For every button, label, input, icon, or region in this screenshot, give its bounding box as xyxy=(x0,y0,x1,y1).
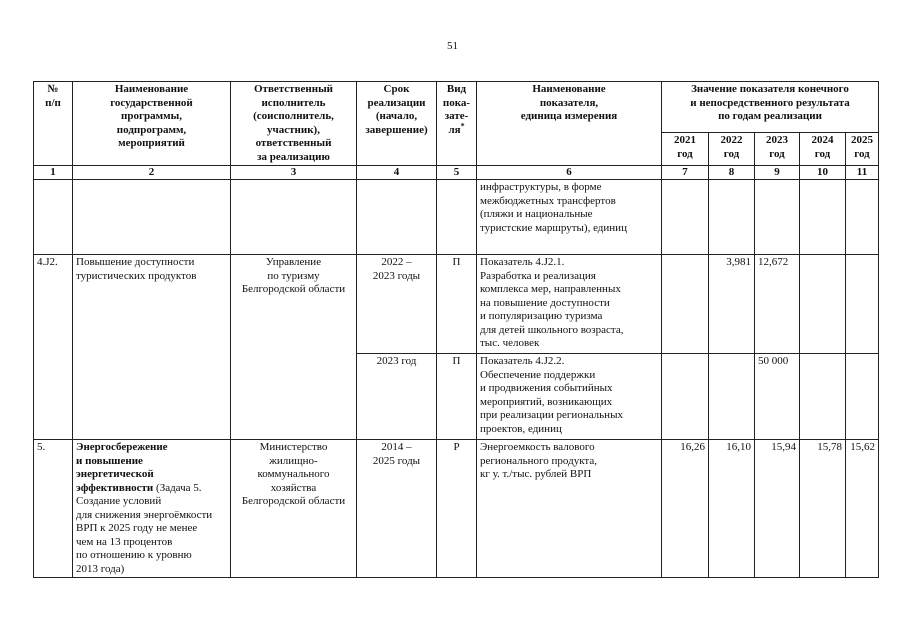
header-year-2025: 2025 год xyxy=(846,133,879,166)
column-number: 5 xyxy=(437,166,477,180)
row-4j2-num: 4.J2. xyxy=(34,255,73,440)
row-5-type: Р xyxy=(437,440,477,578)
row-4j2-2-type: П xyxy=(437,354,477,440)
cell-empty xyxy=(662,180,709,255)
cell-empty xyxy=(34,180,73,255)
header-row-1 xyxy=(34,82,879,133)
row-5-executor: Министерство жилищно- коммунального хозяйства Белгородской области xyxy=(231,440,357,578)
row-5-value-2021: 16,26 xyxy=(662,440,709,578)
row-4j2-2-value-2025 xyxy=(846,354,879,440)
row-4j2-1-value-2021 xyxy=(662,255,709,354)
header-year-2024: 2024 год xyxy=(800,133,846,166)
row-5-term: 2014 – 2025 годы xyxy=(357,440,437,578)
cell-empty xyxy=(755,180,800,255)
column-number: 11 xyxy=(846,166,879,180)
row-5-value-2023: 15,94 xyxy=(755,440,800,578)
row-4j2-1-value-2022: 3,981 xyxy=(709,255,755,354)
cell-empty xyxy=(73,180,231,255)
column-number: 2 xyxy=(73,166,231,180)
cell-empty xyxy=(231,180,357,255)
row-4j2-2-value-2022 xyxy=(709,354,755,440)
header-type xyxy=(437,82,477,166)
row-4j2-executor: Управление по туризму Белгородской области xyxy=(231,255,357,440)
column-number: 1 xyxy=(34,166,73,180)
cell-empty xyxy=(437,180,477,255)
column-number: 3 xyxy=(231,166,357,180)
row-5-value-2022: 16,10 xyxy=(709,440,755,578)
row-4j2-name: Повышение доступности туристических продуктов xyxy=(73,255,231,440)
header-type-label: Вид пока- зате- ля xyxy=(442,83,471,136)
header-term: Срок реализации (начало, завершение) xyxy=(357,82,437,166)
row-5-indicator: Энергоемкость валового регионального продукта, кг у. т./тыс. рублей ВРП xyxy=(477,440,662,578)
row-5 xyxy=(34,440,879,578)
header-values-group: Значение показателя конечного и непосредственного результата по годам реализации xyxy=(662,82,879,133)
row-5-name-rest: (Задача 5. Создание условий для снижения энергоёмкости ВРП к 2025 году не менее чем на 13 процентов по отношению к уровню 2013 года) xyxy=(76,481,213,575)
header-name: Наименование государственной программы, подпрограмм, мероприятий xyxy=(73,82,231,166)
row-5-name-bold: Энергосбережение и повышение энергетической эффективности xyxy=(76,441,168,494)
row-4j2-1-value-2025 xyxy=(846,255,879,354)
row-4j2-1-value-2024 xyxy=(800,255,846,354)
row-4j2-2-value-2023: 50 000 xyxy=(755,354,800,440)
indicators-table xyxy=(33,81,879,578)
column-number: 9 xyxy=(755,166,800,180)
continuation-row xyxy=(34,180,879,255)
column-numbers-row xyxy=(34,166,879,180)
cell-empty xyxy=(709,180,755,255)
header-year-2021: 2021 год xyxy=(662,133,709,166)
cell-empty xyxy=(800,180,846,255)
header-executor: Ответственный исполнитель (соисполнитель, участник), ответственный за реализацию xyxy=(231,82,357,166)
row-4j2-1-type: П xyxy=(437,255,477,354)
row-4j2-1-indicator: Показатель 4.J2.1. Разработка и реализация комплекса мер, направленных на повышение доступности и популяризацию туризма для детей школьного возраста, тыс. человек xyxy=(477,255,662,354)
row-4j2-2-value-2021 xyxy=(662,354,709,440)
row-4j2-indicator-1 xyxy=(34,255,879,354)
row-4j2-2-term: 2023 год xyxy=(357,354,437,440)
header-year-2023: 2023 год xyxy=(755,133,800,166)
cell-empty xyxy=(357,180,437,255)
column-number: 4 xyxy=(357,166,437,180)
row-5-value-2025: 15,62 xyxy=(846,440,879,578)
header-num: № п/п xyxy=(34,82,73,166)
header-type-footnote-mark: * xyxy=(460,120,465,130)
row-4j2-2-indicator: Показатель 4.J2.2. Обеспечение поддержки и продвижения событийных мероприятий, возникающих при реализации региональных проектов, единиц xyxy=(477,354,662,440)
column-number: 10 xyxy=(800,166,846,180)
column-number: 6 xyxy=(477,166,662,180)
page-number: 51 xyxy=(447,40,458,52)
row-4j2-1-value-2023: 12,672 xyxy=(755,255,800,354)
header-year-2022: 2022 год xyxy=(709,133,755,166)
column-number: 8 xyxy=(709,166,755,180)
column-number: 7 xyxy=(662,166,709,180)
row-4j2-2-value-2024 xyxy=(800,354,846,440)
header-indicator: Наименование показателя, единица измерения xyxy=(477,82,662,166)
cell-empty xyxy=(846,180,879,255)
continuation-indicator: инфраструктуры, в форме межбюджетных трансфертов (пляжи и национальные туристские маршруты), единиц xyxy=(477,180,662,255)
row-5-name xyxy=(73,440,231,578)
row-5-num: 5. xyxy=(34,440,73,578)
row-4j2-1-term: 2022 – 2023 годы xyxy=(357,255,437,354)
row-5-value-2024: 15,78 xyxy=(800,440,846,578)
